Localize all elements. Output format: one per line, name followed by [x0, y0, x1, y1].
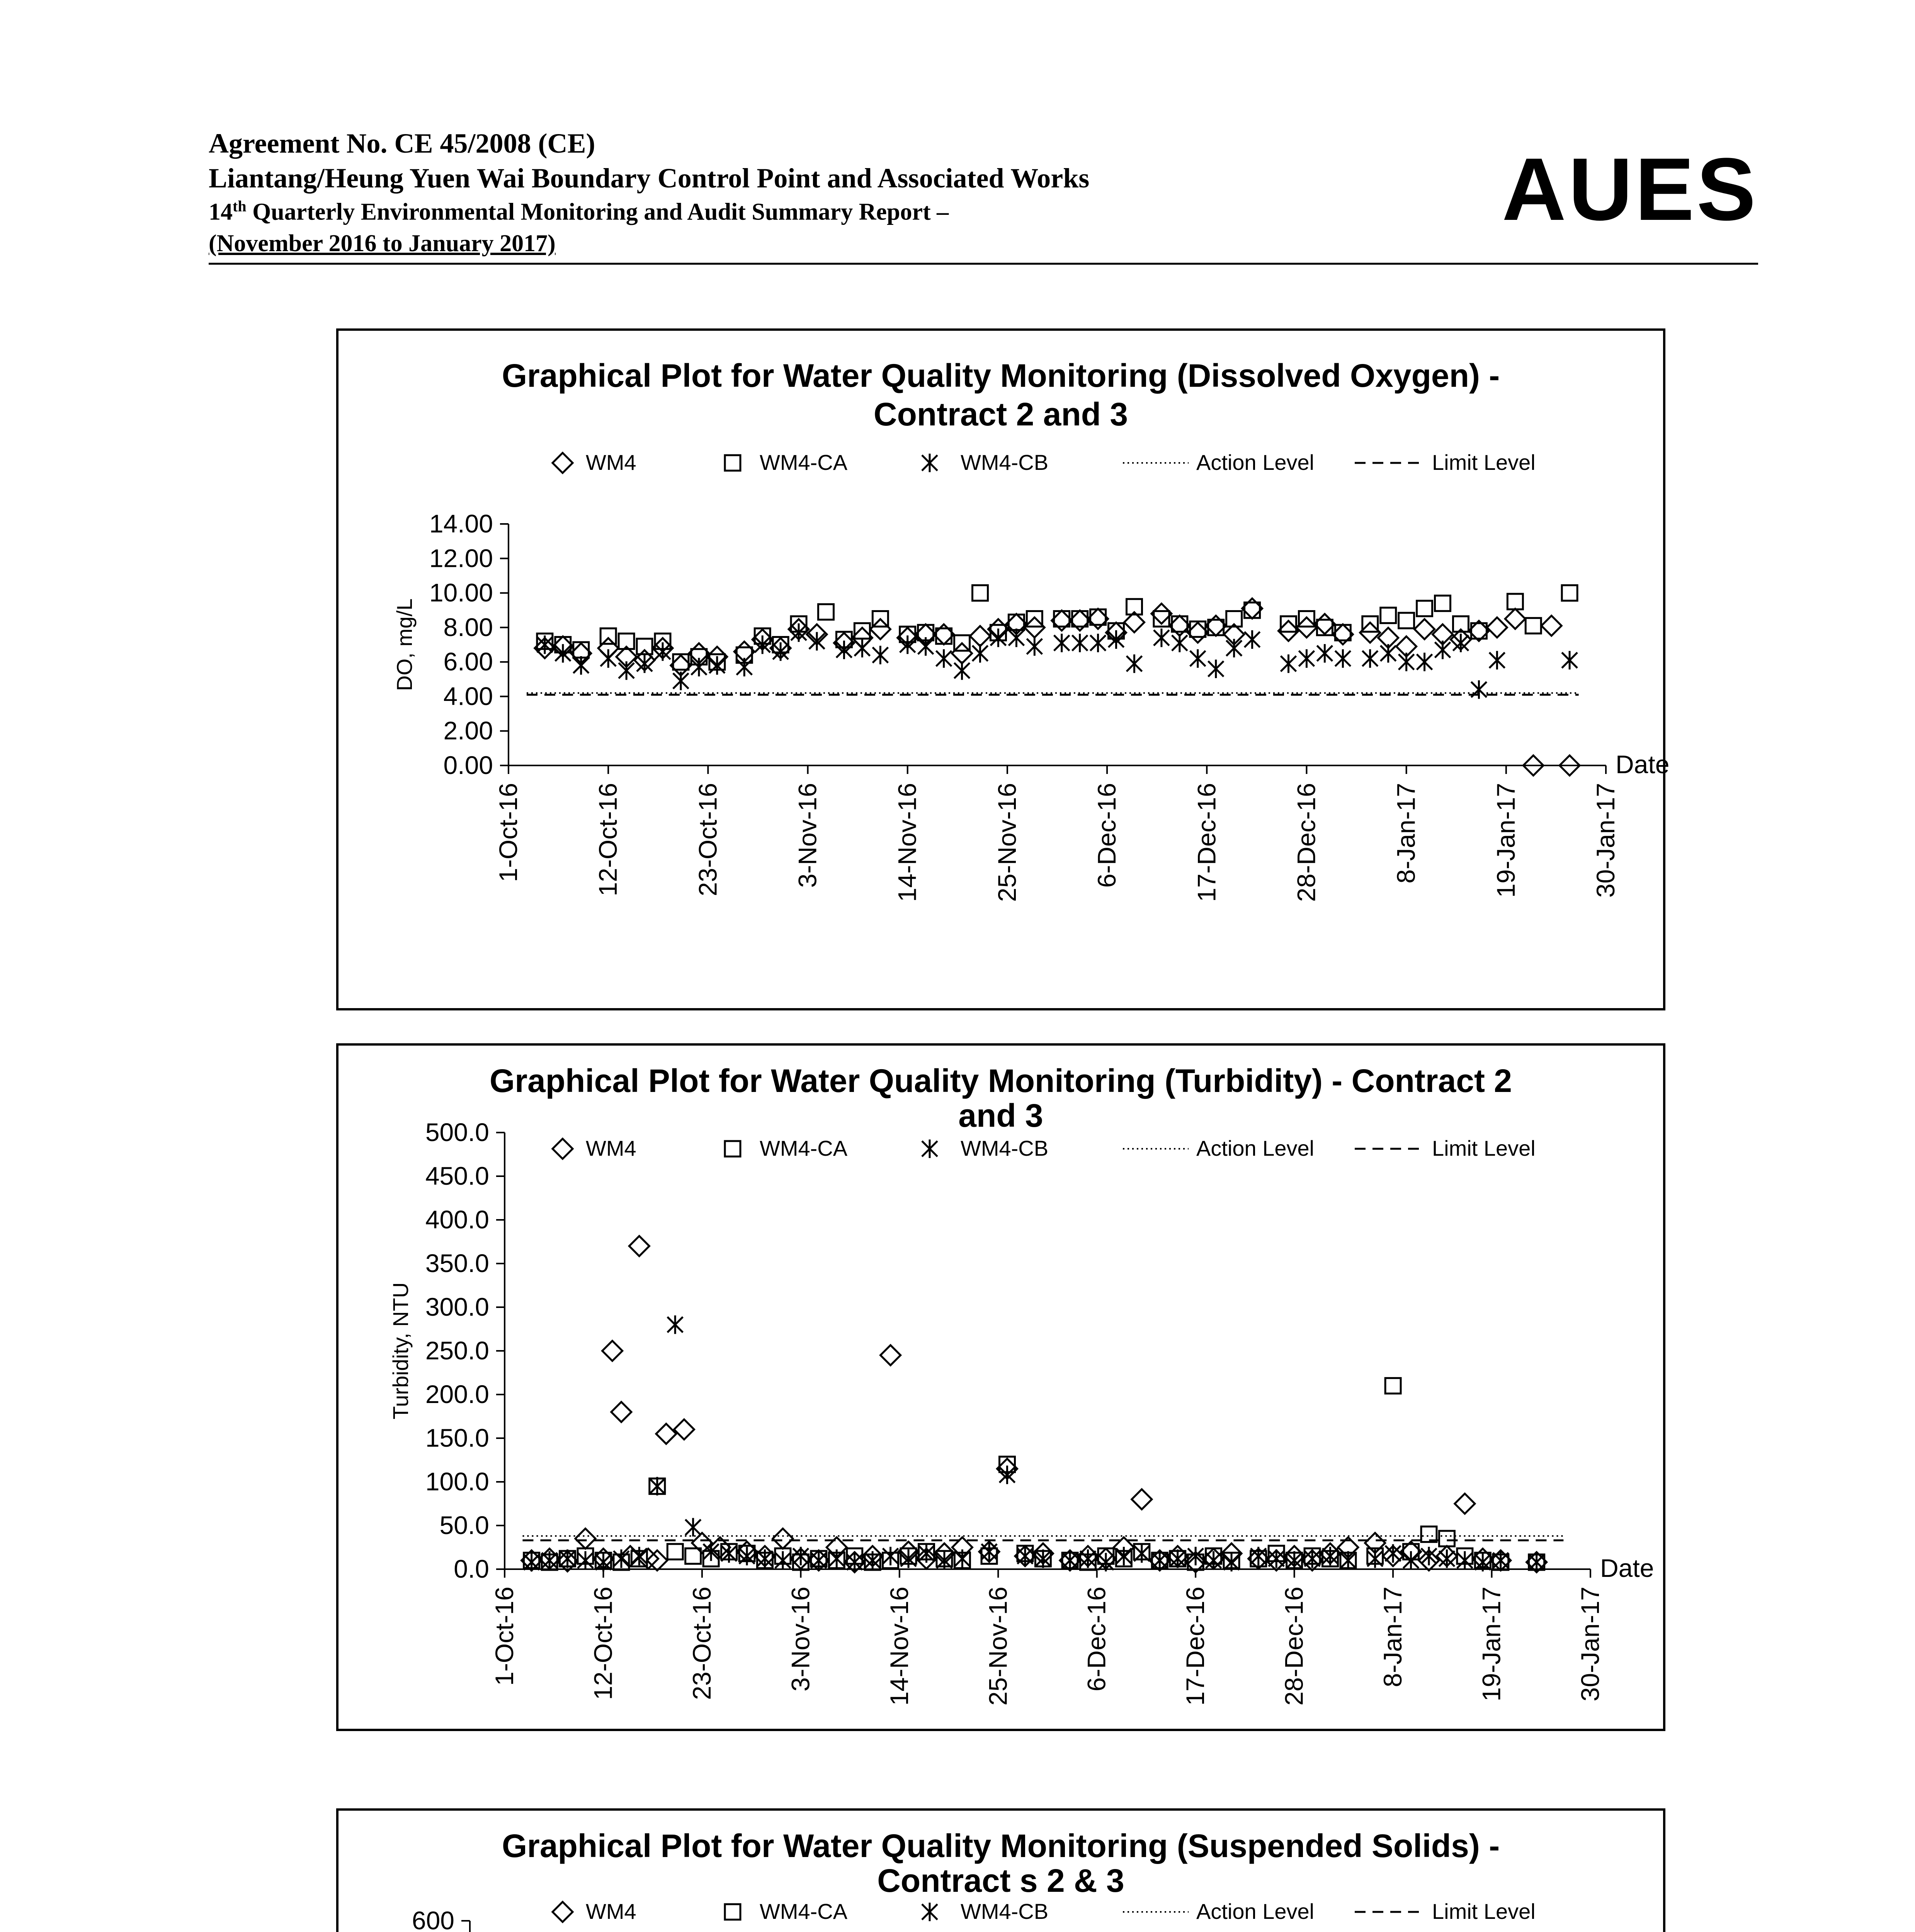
- y-tick-label: 600: [412, 1906, 454, 1932]
- data-point-wm4-ca: [1399, 613, 1414, 628]
- chart-dissolved-oxygen-svg: [338, 331, 1670, 1008]
- data-point-wm4-cb: [847, 1553, 862, 1571]
- legend-label-limit: Limit Level: [1432, 450, 1536, 474]
- chart-dissolved-oxygen: [336, 328, 1670, 1010]
- x-tick-label: 17-Dec-16: [1181, 1587, 1210, 1706]
- legend-label-wm4-cb: WM4-CB: [961, 450, 1049, 474]
- data-point-wm4-cb: [667, 1315, 683, 1334]
- data-point-wm4-cb: [829, 1549, 844, 1568]
- data-point-wm4-cb: [1226, 639, 1242, 657]
- y-tick-label: 250.0: [425, 1336, 489, 1365]
- data-point-wm4-ca: [1385, 1378, 1401, 1393]
- chart-title-line2: Contract s 2 & 3: [877, 1862, 1124, 1899]
- y-tick-label: 300.0: [425, 1293, 489, 1321]
- data-point-wm4-cb: [836, 641, 852, 659]
- data-point-wm4-cb: [1403, 1551, 1419, 1570]
- data-point-wm4-cb: [736, 658, 752, 677]
- legend-label-wm4-ca: WM4-CA: [760, 1899, 848, 1923]
- data-point-wm4-ca: [637, 639, 652, 654]
- data-point-wm4-cb: [918, 637, 934, 656]
- report-header: [209, 128, 1758, 261]
- x-tick-label: 3-Nov-16: [786, 1587, 815, 1692]
- x-tick-label: 6-Dec-16: [1082, 1587, 1111, 1692]
- data-point-wm4-cb: [999, 1466, 1015, 1484]
- chart-title-line2: and 3: [958, 1097, 1043, 1134]
- legend-marker-wm4-cb: [922, 1139, 937, 1158]
- x-axis-title: Date: [1600, 1554, 1654, 1582]
- data-point-wm4-ca: [1417, 601, 1432, 616]
- header-divider: [209, 263, 1758, 265]
- data-point-wm4: [1541, 616, 1561, 636]
- legend-label-wm4: WM4: [586, 450, 636, 474]
- x-tick-label: 30-Jan-17: [1576, 1587, 1604, 1702]
- x-tick-label: 30-Jan-17: [1591, 783, 1620, 898]
- data-point-wm4-cb: [600, 649, 616, 668]
- data-point-wm4-cb: [542, 1551, 557, 1570]
- report-title: [209, 197, 949, 226]
- data-point-wm4: [575, 1529, 595, 1549]
- x-tick-label: 1-Oct-16: [490, 1587, 519, 1686]
- y-tick-label: 400.0: [425, 1205, 489, 1234]
- data-point-wm4-cb: [1152, 1551, 1167, 1570]
- data-point-wm4-cb: [1435, 641, 1451, 659]
- data-point-wm4-cb: [1245, 630, 1260, 649]
- chart-turbidity: [336, 1043, 1665, 1731]
- legend-label-action: Action Level: [1196, 1899, 1315, 1923]
- legend-label-limit: Limit Level: [1432, 1899, 1536, 1923]
- data-point-wm4-cb: [1335, 649, 1350, 668]
- chart-suspended-solids: [336, 1808, 1665, 1932]
- data-point-wm4-cb: [1208, 660, 1224, 678]
- data-point-wm4-cb: [614, 1549, 629, 1568]
- x-tick-label: 8-Jan-17: [1378, 1587, 1407, 1687]
- x-tick-label: 14-Nov-16: [884, 1587, 913, 1706]
- data-point-wm4-cb: [900, 636, 915, 654]
- data-point-wm4-cb: [954, 661, 970, 680]
- data-point-wm4-cb: [524, 1553, 539, 1571]
- data-point-wm4-cb: [937, 1551, 952, 1570]
- data-point-wm4-cb: [619, 661, 634, 680]
- data-point-wm4-ca: [1435, 595, 1451, 611]
- data-point-wm4-ca: [818, 604, 833, 620]
- data-point-wm4-ca: [667, 1544, 683, 1560]
- y-tick-label: 0.00: [443, 751, 493, 779]
- data-point-wm4: [602, 1341, 622, 1361]
- agreement-number: Agreement No. CE 45/2008 (CE): [209, 128, 595, 159]
- data-point-wm4-cb: [854, 639, 870, 657]
- data-point-wm4-cb: [1154, 629, 1169, 647]
- y-tick-label: 4.00: [443, 682, 493, 711]
- x-tick-label: 19-Jan-17: [1491, 783, 1520, 898]
- y-tick-label: 8.00: [443, 612, 493, 641]
- data-point-wm4-cb: [1281, 655, 1296, 673]
- data-point-wm4-cb: [650, 1477, 665, 1495]
- data-point-wm4-cb: [691, 658, 707, 677]
- x-tick-label: 25-Nov-16: [983, 1587, 1012, 1706]
- data-point-wm4-cb: [990, 629, 1006, 647]
- x-tick-label: 3-Nov-16: [793, 783, 822, 888]
- legend-label-wm4: WM4: [586, 1899, 636, 1923]
- data-point-wm4-cb: [1471, 680, 1486, 699]
- x-tick-label: 28-Dec-16: [1279, 1587, 1308, 1706]
- chart-title: Graphical Plot for Water Quality Monitoring (Turbidity) - Contract 2: [489, 1063, 1512, 1099]
- aues-logo: AUES: [1502, 139, 1758, 239]
- y-tick-label: 350.0: [425, 1249, 489, 1277]
- x-tick-label: 23-Oct-16: [687, 1587, 716, 1700]
- data-point-wm4-cb: [775, 1551, 791, 1570]
- data-point-wm4: [773, 1529, 793, 1549]
- data-point-wm4-cb: [793, 1547, 808, 1565]
- data-point-wm4-cb: [1399, 653, 1414, 671]
- data-point-wm4: [1415, 619, 1435, 639]
- data-point-wm4-cb: [1224, 1553, 1239, 1571]
- data-point-wm4-cb: [685, 1518, 701, 1537]
- y-tick-label: 50.0: [439, 1511, 489, 1539]
- data-point-wm4: [611, 1402, 631, 1422]
- data-point-wm4-cb: [1170, 1549, 1185, 1568]
- report-title-number: 14: [209, 199, 233, 225]
- data-point-wm4-cb: [1385, 1544, 1401, 1563]
- data-point-wm4-cb: [709, 656, 725, 675]
- data-point-wm4-cb: [1457, 1551, 1473, 1570]
- x-tick-label: 25-Nov-16: [992, 783, 1021, 902]
- y-tick-label: 12.00: [429, 544, 493, 573]
- data-point-wm4-cb: [1190, 649, 1206, 668]
- legend-marker-wm4-cb: [922, 1903, 937, 1921]
- data-point-wm4-cb: [1127, 655, 1142, 673]
- data-point-wm4-ca: [1362, 616, 1378, 632]
- x-tick-label: 19-Jan-17: [1477, 1587, 1506, 1702]
- data-point-wm4-cb: [981, 1543, 997, 1561]
- legend-label-wm4-cb: WM4-CB: [961, 1136, 1049, 1160]
- data-point-wm4-cb: [811, 1551, 827, 1570]
- x-tick-label: 1-Oct-16: [494, 783, 522, 882]
- data-point-wm4-ca: [1027, 611, 1042, 627]
- data-point-wm4-cb: [560, 1549, 575, 1568]
- data-point-wm4-cb: [573, 656, 589, 675]
- legend-label-action: Action Level: [1196, 450, 1315, 474]
- data-point-wm4-cb: [936, 649, 952, 668]
- data-point-wm4: [629, 1236, 649, 1256]
- data-point-wm4-cb: [1417, 653, 1432, 671]
- data-point-wm4-cb: [872, 646, 888, 664]
- data-point-wm4-cb: [1116, 1547, 1131, 1565]
- data-point-wm4-cb: [1206, 1551, 1221, 1570]
- x-tick-label: 28-Dec-16: [1292, 783, 1321, 902]
- legend-label-action: Action Level: [1196, 1136, 1315, 1160]
- data-point-wm4-cb: [1562, 651, 1577, 670]
- data-point-wm4-ca: [1281, 616, 1296, 632]
- x-tick-label: 8-Jan-17: [1391, 783, 1420, 884]
- data-point-wm4: [1487, 617, 1507, 638]
- x-tick-label: 14-Nov-16: [893, 783, 922, 902]
- y-tick-label: 200.0: [425, 1380, 489, 1408]
- x-tick-label: 17-Dec-16: [1192, 783, 1221, 902]
- data-point-wm4-cb: [1027, 637, 1042, 656]
- data-point-wm4-cb: [1529, 1553, 1544, 1571]
- data-point-wm4-cb: [1054, 634, 1070, 652]
- data-point-wm4-cb: [1188, 1547, 1203, 1565]
- data-point-wm4: [674, 1419, 694, 1439]
- data-point-wm4-cb: [1269, 1549, 1284, 1568]
- legend-label-wm4: WM4: [586, 1136, 636, 1160]
- legend-label-limit: Limit Level: [1432, 1136, 1536, 1160]
- data-point-wm4-ca: [854, 623, 870, 639]
- data-point-wm4-cb: [883, 1547, 898, 1565]
- y-tick-label: 6.00: [443, 647, 493, 676]
- legend-label-wm4-ca: WM4-CA: [760, 450, 848, 474]
- data-point-wm4-cb: [1009, 629, 1024, 647]
- chart-title: Graphical Plot for Water Quality Monitoring (Dissolved Oxygen) -: [502, 357, 1500, 394]
- chart-title-line2: Contract 2 and 3: [873, 396, 1128, 432]
- data-point-wm4-cb: [1017, 1547, 1033, 1565]
- data-point-wm4-cb: [1340, 1551, 1356, 1570]
- report-title-superscript: th: [233, 197, 247, 215]
- data-point-wm4-cb: [578, 1551, 593, 1570]
- data-point-wm4-cb: [1080, 1549, 1096, 1568]
- chart-turbidity-svg: [338, 1046, 1663, 1729]
- chart-suspended-solids-svg: [338, 1811, 1663, 1932]
- legend-marker-wm4-ca: [725, 1141, 740, 1156]
- data-point-wm4-ca: [1439, 1531, 1454, 1546]
- data-point-wm4: [656, 1424, 676, 1444]
- data-point-wm4-cb: [1134, 1544, 1150, 1563]
- data-point-wm4-cb: [1489, 651, 1505, 670]
- legend-marker-wm4-ca: [725, 1904, 740, 1920]
- y-axis-title: DO, mg/L: [392, 598, 417, 691]
- legend-marker-wm4: [553, 453, 573, 473]
- data-point-wm4-cb: [673, 672, 689, 690]
- data-point-wm4-cb: [1381, 644, 1396, 663]
- data-point-wm4-cb: [1304, 1549, 1320, 1568]
- data-point-wm4-cb: [1090, 634, 1106, 652]
- data-point-wm4-cb: [809, 632, 825, 651]
- data-point-wm4-cb: [1072, 634, 1088, 652]
- data-point-wm4-ca: [600, 628, 616, 644]
- data-point-wm4: [881, 1345, 901, 1365]
- x-tick-label: 23-Oct-16: [693, 783, 722, 896]
- data-point-wm4-ca: [1507, 594, 1523, 609]
- data-point-wm4-cb: [954, 1549, 970, 1568]
- x-tick-label: 6-Dec-16: [1092, 783, 1121, 888]
- data-point-wm4: [1132, 1489, 1152, 1509]
- data-point-wm4-cb: [1299, 649, 1314, 668]
- x-tick-label: 12-Oct-16: [588, 1587, 617, 1700]
- legend-marker-wm4-ca: [725, 455, 740, 471]
- data-point-wm4-cb: [972, 644, 988, 663]
- data-point-wm4-cb: [757, 1549, 772, 1568]
- x-tick-label: 12-Oct-16: [594, 783, 622, 896]
- x-axis-title: Date: [1616, 750, 1670, 779]
- data-point-wm4-ca: [1562, 585, 1577, 601]
- data-point-wm4: [1505, 609, 1525, 629]
- y-tick-label: 0.0: [454, 1554, 489, 1583]
- data-point-wm4-cb: [1172, 634, 1187, 652]
- y-axis-title: Turbidity, NTU: [388, 1282, 413, 1420]
- data-point-wm4-ca: [972, 585, 988, 601]
- y-tick-label: 10.00: [429, 578, 493, 607]
- legend-marker-wm4-cb: [922, 454, 937, 472]
- data-point-wm4: [1455, 1494, 1475, 1514]
- legend-label-wm4-cb: WM4-CB: [961, 1899, 1049, 1923]
- legend-marker-wm4: [553, 1902, 573, 1922]
- data-point-wm4-cb: [1367, 1549, 1383, 1568]
- y-tick-label: 14.00: [429, 509, 493, 538]
- data-point-wm4-cb: [1323, 1547, 1338, 1565]
- report-title-text: Quarterly Environmental Monitoring and Audit Summary Report –: [246, 199, 949, 225]
- data-point-wm4-ca: [1381, 608, 1396, 623]
- data-point-wm4-ca: [1526, 618, 1541, 633]
- y-tick-label: 500.0: [425, 1118, 489, 1146]
- data-point-wm4-cb: [1317, 644, 1332, 663]
- data-point-wm4-cb: [1062, 1551, 1078, 1570]
- chart-title: Graphical Plot for Water Quality Monitoring (Suspended Solids) -: [502, 1828, 1500, 1864]
- y-tick-label: 150.0: [425, 1423, 489, 1452]
- y-tick-label: 100.0: [425, 1467, 489, 1496]
- legend-label-wm4-ca: WM4-CA: [760, 1136, 848, 1160]
- y-tick-label: 2.00: [443, 716, 493, 745]
- data-point-wm4-cb: [1362, 649, 1378, 668]
- data-point-wm4-cb: [1439, 1549, 1454, 1568]
- legend-marker-wm4: [553, 1139, 573, 1159]
- y-tick-label: 450.0: [425, 1162, 489, 1190]
- data-point-wm4-cb: [1251, 1547, 1266, 1565]
- data-point-wm4-ca: [1299, 611, 1314, 627]
- data-point-wm4-cb: [631, 1547, 647, 1565]
- project-title: Liantang/Heung Yuen Wai Boundary Control Point and Associated Works: [209, 163, 1090, 194]
- data-point-wm4-cb: [901, 1549, 916, 1568]
- report-period: (November 2016 to January 2017): [209, 230, 556, 257]
- data-point-wm4-cb: [1493, 1551, 1509, 1570]
